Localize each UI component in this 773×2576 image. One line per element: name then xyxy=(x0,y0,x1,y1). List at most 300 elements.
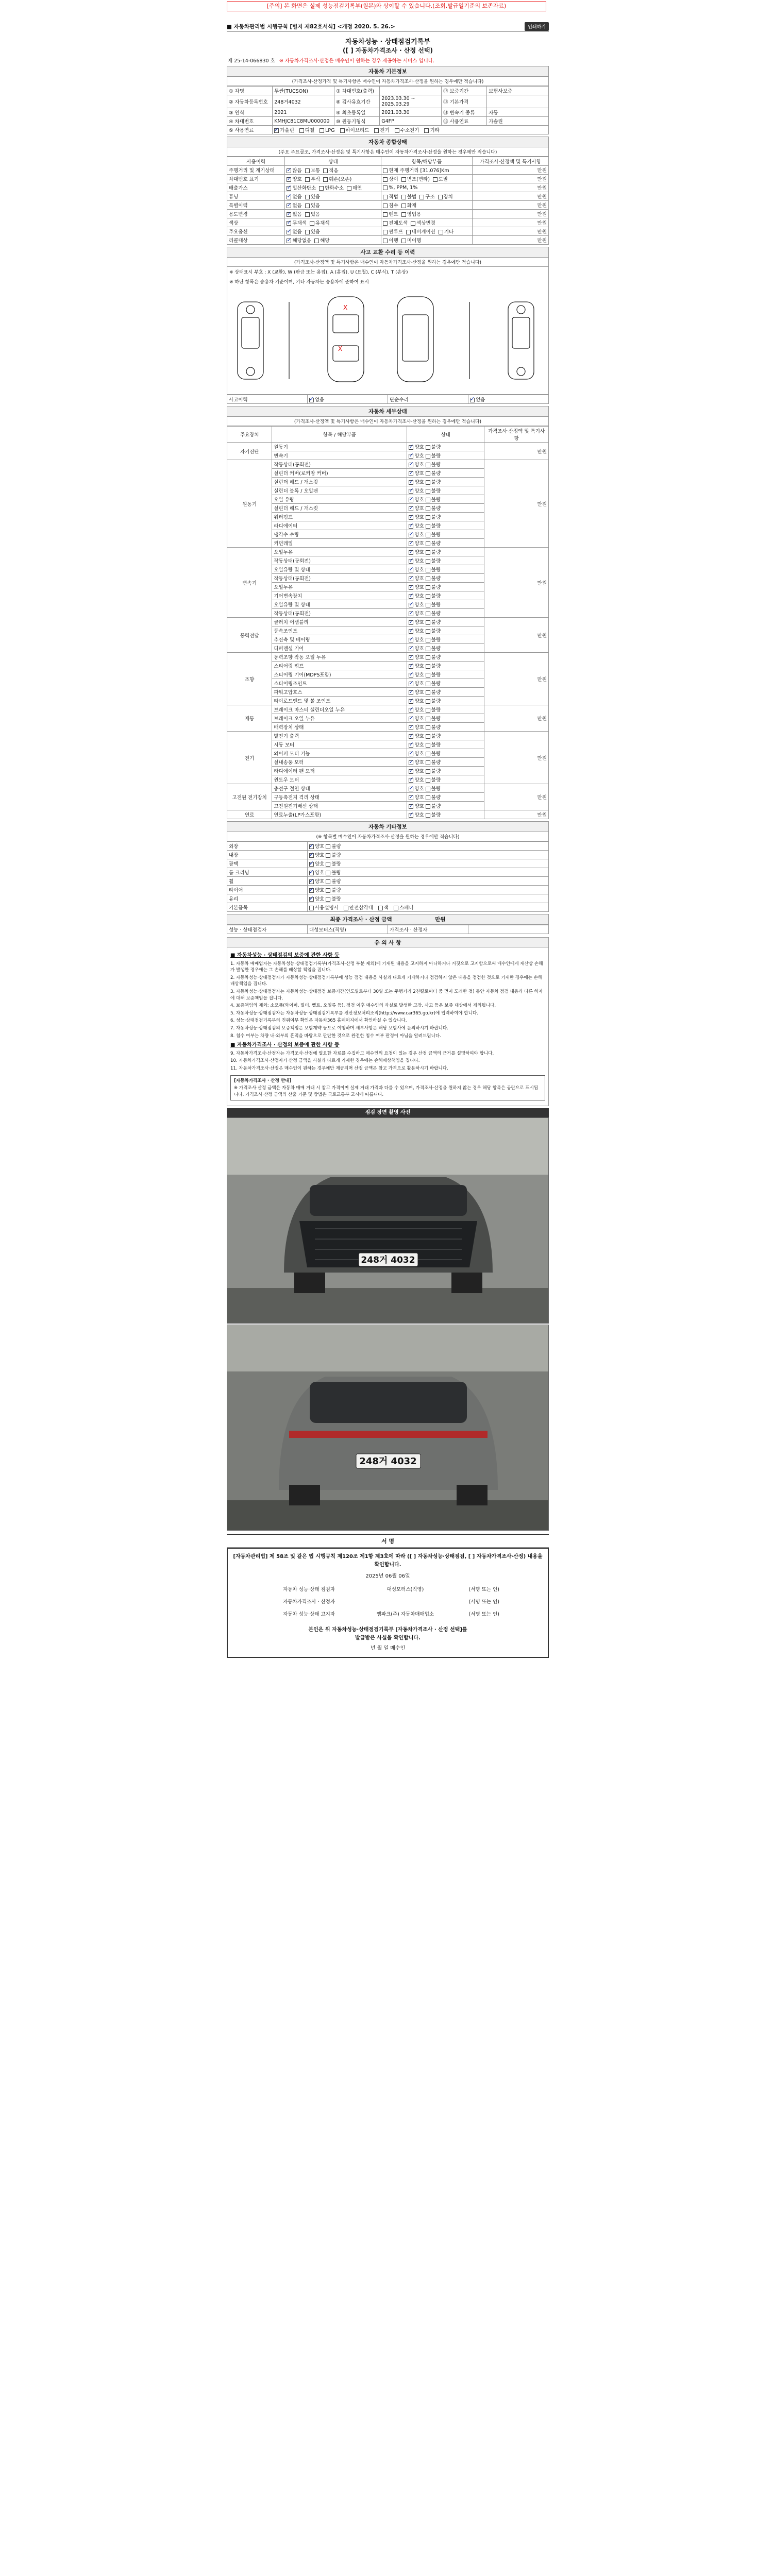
details-state xyxy=(407,574,484,583)
state-good: 양호 xyxy=(315,870,326,876)
state-good: 양호 xyxy=(414,558,426,564)
option-label: 있음 xyxy=(310,229,321,235)
checkbox[interactable] xyxy=(383,239,388,243)
accident-note: ※ 하단 항목은 승용차 기준이며, 기타 자동차는 승용차에 준하여 표시 xyxy=(227,277,549,286)
details-item: 충전구 절연 상태 xyxy=(272,784,407,793)
checkbox[interactable] xyxy=(409,664,413,669)
checkbox[interactable] xyxy=(426,664,430,669)
state-bad: 불량 xyxy=(331,853,341,858)
details-item: 고전원전기배선 상태 xyxy=(272,802,407,810)
option-label: 썬루프 xyxy=(389,229,403,235)
notes-paragraph: 7. 자동차성능·상태점검의 보증책임은 보험계약 등으로 이행하며 세부사항은 해당 보험사에 문의하시기 바랍니다. xyxy=(230,1025,448,1031)
state-good: 양호 xyxy=(414,497,426,503)
checkbox[interactable] xyxy=(409,577,413,581)
state-bad: 불량 xyxy=(431,716,441,722)
general-status-cell: 튜닝 xyxy=(227,192,285,201)
standard-items xyxy=(308,903,549,912)
general-status-cell xyxy=(285,236,381,245)
appearance-row xyxy=(227,868,549,877)
checkbox[interactable] xyxy=(299,128,304,133)
checkbox[interactable] xyxy=(426,480,430,485)
signature-row xyxy=(263,1596,513,1608)
option-label: 유채색 xyxy=(315,221,330,226)
checkbox[interactable] xyxy=(326,897,330,902)
checkbox[interactable] xyxy=(409,620,413,625)
basic-info-row xyxy=(227,108,549,117)
details-state xyxy=(407,609,484,618)
checkbox[interactable] xyxy=(309,853,314,858)
checkbox[interactable] xyxy=(320,128,324,133)
checkbox[interactable] xyxy=(287,195,291,199)
general-status-cell: 만원 xyxy=(472,192,548,201)
checkbox[interactable] xyxy=(426,778,430,783)
checkbox[interactable] xyxy=(305,168,310,173)
state-good: 양호 xyxy=(414,462,426,468)
column-header: 항목/해당부품 xyxy=(381,157,472,166)
fuel-option: 가솔린 xyxy=(280,128,294,133)
details-state xyxy=(407,548,484,556)
details-item: 발전기 출력 xyxy=(272,732,407,740)
appearance-item: 룸 크리닝 xyxy=(227,868,308,877)
checkbox[interactable] xyxy=(426,804,430,809)
checkbox[interactable] xyxy=(401,239,406,243)
checkbox[interactable] xyxy=(383,168,388,173)
checkbox[interactable] xyxy=(426,769,430,774)
checkbox[interactable] xyxy=(426,463,430,467)
details-item: 원동기 xyxy=(272,443,407,451)
checkbox[interactable] xyxy=(433,177,438,182)
general-status-sub: (주요 주요골조, 가격조사·산정은 및 특기사항은 매수인이 자동차가격조사·산정을 원하는 경우에만 적습니다) xyxy=(227,147,549,157)
checkbox[interactable] xyxy=(287,221,291,226)
checkbox[interactable] xyxy=(326,879,330,884)
checkbox[interactable] xyxy=(426,620,430,625)
basic-info-value: 보험사보증 xyxy=(487,87,549,95)
checkbox[interactable] xyxy=(394,906,398,910)
checkbox[interactable] xyxy=(326,888,330,893)
general-status-row xyxy=(227,175,549,183)
state-good: 양호 xyxy=(414,707,426,713)
checkbox[interactable] xyxy=(409,585,413,590)
checkbox[interactable] xyxy=(426,682,430,686)
signature-header: 서 명 xyxy=(227,1534,549,1548)
checkbox[interactable] xyxy=(409,559,413,564)
notes-paragraph: 5. 자동차성능·상태점검자는 자동차성능·상태점검기록부를 전산정보처리조직(http://www.car365.go.kr)에 입력하여야 합니다. xyxy=(230,1010,478,1016)
checkbox[interactable] xyxy=(383,177,388,182)
state-bad: 불량 xyxy=(431,611,441,617)
checkbox[interactable] xyxy=(426,743,430,748)
general-status-cell xyxy=(285,201,381,210)
inspector-label: 성능 · 상태점검자 xyxy=(227,925,308,934)
state-good: 양호 xyxy=(414,629,426,634)
state-good: 양호 xyxy=(414,664,426,669)
basic-info-label: ① 차명 xyxy=(227,87,273,95)
general-status-cell xyxy=(381,236,472,245)
checkbox[interactable] xyxy=(426,568,430,572)
appraiser-value xyxy=(468,925,549,934)
checkbox[interactable] xyxy=(409,612,413,616)
checkbox[interactable] xyxy=(426,603,430,607)
checkbox[interactable] xyxy=(409,804,413,809)
state-bad: 불량 xyxy=(431,515,441,520)
checkbox[interactable] xyxy=(409,778,413,783)
checkbox[interactable] xyxy=(409,655,413,660)
state-good: 양호 xyxy=(414,506,426,512)
license-plate-front: 248거 4032 xyxy=(361,1255,415,1266)
state-bad: 불량 xyxy=(431,471,441,477)
appearance-row xyxy=(227,842,549,851)
checkbox[interactable] xyxy=(426,524,430,529)
checkbox[interactable] xyxy=(426,752,430,756)
checkbox[interactable] xyxy=(409,550,413,555)
checkbox[interactable] xyxy=(426,541,430,546)
checkbox[interactable] xyxy=(409,647,413,651)
checkbox[interactable] xyxy=(409,515,413,520)
general-status-cell xyxy=(285,192,381,201)
details-row xyxy=(227,443,549,451)
checkbox[interactable] xyxy=(426,795,430,800)
state-good: 양호 xyxy=(414,471,426,477)
signature-row xyxy=(263,1584,513,1596)
checkbox[interactable] xyxy=(409,743,413,748)
details-state xyxy=(407,644,484,653)
state-bad: 불량 xyxy=(431,812,441,818)
state-bad: 불량 xyxy=(331,896,341,902)
checkbox[interactable] xyxy=(426,471,430,476)
general-status-cell: 만원 xyxy=(472,166,548,175)
checkbox[interactable] xyxy=(383,230,388,234)
state-good: 양호 xyxy=(414,812,426,818)
checkbox[interactable] xyxy=(426,515,430,520)
appearance-state xyxy=(308,851,549,859)
checkbox[interactable] xyxy=(426,489,430,494)
checkbox[interactable] xyxy=(409,498,413,502)
checkbox[interactable] xyxy=(411,221,415,226)
state-good: 양호 xyxy=(414,690,426,696)
checkbox[interactable] xyxy=(287,204,291,208)
checkbox[interactable] xyxy=(323,168,328,173)
signature-mark: (서명 또는 인) xyxy=(468,1612,500,1618)
state-bad: 불량 xyxy=(331,861,341,867)
checkbox[interactable] xyxy=(409,787,413,791)
checkbox[interactable] xyxy=(426,550,430,555)
checkbox[interactable] xyxy=(409,471,413,476)
checkbox[interactable] xyxy=(409,725,413,730)
appearance-row xyxy=(227,877,549,886)
checkbox[interactable] xyxy=(287,230,291,234)
checkbox[interactable] xyxy=(309,888,314,893)
checkbox[interactable] xyxy=(409,489,413,494)
accident-result-table xyxy=(227,395,549,404)
general-status-cell xyxy=(285,210,381,218)
details-state xyxy=(407,600,484,609)
checkbox[interactable] xyxy=(326,871,330,875)
checkbox[interactable] xyxy=(287,239,291,243)
state-bad: 불량 xyxy=(431,751,441,757)
notes-sub-1: ■ 자동차성능 · 상태점검의 보증에 관한 사항 등 xyxy=(230,953,340,958)
checkbox[interactable] xyxy=(409,813,413,818)
checkbox[interactable] xyxy=(439,230,443,234)
checkbox[interactable] xyxy=(409,480,413,485)
general-status-cell: 만원 xyxy=(472,236,548,245)
checkbox[interactable] xyxy=(426,787,430,791)
checkbox[interactable] xyxy=(426,629,430,634)
checkbox[interactable] xyxy=(319,186,324,191)
checkbox[interactable] xyxy=(426,699,430,704)
checkbox[interactable] xyxy=(426,454,430,459)
checkbox[interactable] xyxy=(309,906,314,910)
checkbox[interactable] xyxy=(426,708,430,713)
details-state xyxy=(407,460,484,469)
details-row xyxy=(227,460,549,469)
checkbox[interactable] xyxy=(426,725,430,730)
checkbox[interactable] xyxy=(419,195,424,199)
details-state xyxy=(407,451,484,460)
details-state xyxy=(407,521,484,530)
inspection-photo-rear xyxy=(227,1325,549,1531)
details-item: 디퍼렌셜 기어 xyxy=(272,644,407,653)
checkbox[interactable] xyxy=(426,498,430,502)
checkbox[interactable] xyxy=(426,734,430,739)
appearance-state xyxy=(308,877,549,886)
fuel-option: 전기 xyxy=(380,128,390,133)
basic-info-label: ③ 연식 xyxy=(227,108,273,117)
checkbox[interactable] xyxy=(409,699,413,704)
basic-info-label: ⑭ 변속기 종류 xyxy=(441,108,486,117)
checkbox[interactable] xyxy=(426,585,430,590)
general-status-cell: 특별이력 xyxy=(227,201,285,210)
checkbox[interactable] xyxy=(426,533,430,537)
general-status-cell: 만원 xyxy=(472,201,548,210)
state-good: 양호 xyxy=(414,541,426,547)
checkbox[interactable] xyxy=(274,128,279,133)
checkbox[interactable] xyxy=(383,185,388,190)
checkbox[interactable] xyxy=(383,195,388,199)
checkbox[interactable] xyxy=(305,177,310,182)
details-item: 작동상태(공회전) xyxy=(272,574,407,583)
checkbox[interactable] xyxy=(401,212,406,217)
checkbox[interactable] xyxy=(426,717,430,721)
basic-info-label: ⑦ 차대번호(출력) xyxy=(334,87,379,95)
details-state xyxy=(407,758,484,767)
basic-info-value: 투싼(TUCSON) xyxy=(273,87,334,95)
state-bad: 불량 xyxy=(431,672,441,678)
checkbox[interactable] xyxy=(309,897,314,902)
basic-info-label: ⑬ 기본가격 xyxy=(441,95,486,108)
notes-list-1 xyxy=(230,961,545,1040)
checkbox[interactable] xyxy=(426,655,430,660)
state-good: 양호 xyxy=(414,488,426,494)
checkbox[interactable] xyxy=(378,906,383,910)
checkbox[interactable] xyxy=(309,398,314,402)
checkbox[interactable] xyxy=(383,221,388,226)
checkbox[interactable] xyxy=(409,752,413,756)
checkbox[interactable] xyxy=(426,647,430,651)
general-status-row xyxy=(227,210,549,218)
option-label: 있음 xyxy=(310,203,321,209)
general-status-cell: 만원 xyxy=(472,175,548,183)
details-item: 실린더 블록 / 오일팬 xyxy=(272,486,407,495)
print-button[interactable]: 인쇄하기 xyxy=(525,22,549,31)
checkbox[interactable] xyxy=(409,708,413,713)
checkbox[interactable] xyxy=(426,813,430,818)
signature-row xyxy=(263,1608,513,1621)
checkbox[interactable] xyxy=(383,212,388,217)
details-row xyxy=(227,732,549,740)
notes-paragraph: 6. 성능·상태점검기록부의 진위여부 확인은 자동차365 홈페이지에서 확인하실 수 있습니다. xyxy=(230,1018,407,1024)
details-item: 오일유량 및 상태 xyxy=(272,565,407,574)
checkbox[interactable] xyxy=(426,638,430,642)
general-status-head xyxy=(227,157,549,166)
state-bad: 불량 xyxy=(431,541,441,547)
checkbox[interactable] xyxy=(409,524,413,529)
checkbox[interactable] xyxy=(374,128,379,133)
checkbox[interactable] xyxy=(287,177,291,182)
checkbox[interactable] xyxy=(309,871,314,875)
state-bad: 불량 xyxy=(431,585,441,590)
column-header: 가격조사·산정액 및 특기사항 xyxy=(472,157,548,166)
checkbox[interactable] xyxy=(401,177,406,182)
checkbox[interactable] xyxy=(314,239,319,243)
general-status-cell xyxy=(285,166,381,175)
checkbox[interactable] xyxy=(409,795,413,800)
checkbox[interactable] xyxy=(340,128,345,133)
state-good: 양호 xyxy=(414,646,426,652)
details-state xyxy=(407,810,484,819)
details-item: 라디에이터 팬 모터 xyxy=(272,767,407,775)
checkbox[interactable] xyxy=(310,221,314,226)
checkbox[interactable] xyxy=(309,844,314,849)
checkbox[interactable] xyxy=(409,717,413,721)
state-good: 양호 xyxy=(414,620,426,625)
state-good: 양호 xyxy=(414,523,426,529)
state-good: 양호 xyxy=(414,655,426,660)
checkbox[interactable] xyxy=(395,128,399,133)
state-bad: 불량 xyxy=(431,462,441,468)
general-status-row xyxy=(227,192,549,201)
checkbox[interactable] xyxy=(409,682,413,686)
option-label: 침수 xyxy=(389,203,398,209)
checkbox[interactable] xyxy=(426,673,430,677)
checkbox[interactable] xyxy=(409,454,413,459)
checkbox[interactable] xyxy=(426,612,430,616)
checkbox[interactable] xyxy=(287,186,291,191)
checkbox[interactable] xyxy=(305,195,310,199)
details-state xyxy=(407,513,484,521)
checkbox[interactable] xyxy=(383,204,388,208)
checkbox[interactable] xyxy=(470,398,475,402)
details-amount: 만원 xyxy=(484,732,549,784)
option-label: 전체도색 xyxy=(389,221,408,226)
checkbox[interactable] xyxy=(409,594,413,599)
checkbox[interactable] xyxy=(401,204,406,208)
checkbox[interactable] xyxy=(438,195,443,199)
checkbox[interactable] xyxy=(305,230,310,234)
state-bad: 불량 xyxy=(431,488,441,494)
option-label: 영업용 xyxy=(407,212,422,217)
checkbox[interactable] xyxy=(409,603,413,607)
checkbox[interactable] xyxy=(347,186,351,191)
state-bad: 불량 xyxy=(431,742,441,748)
checkbox[interactable] xyxy=(409,734,413,739)
appearance-row xyxy=(227,894,549,903)
accident-result-label: 사고이력 xyxy=(227,395,308,404)
checkbox[interactable] xyxy=(409,506,413,511)
checkbox[interactable] xyxy=(344,906,348,910)
checkbox[interactable] xyxy=(409,541,413,546)
checkbox[interactable] xyxy=(409,463,413,467)
state-bad: 불량 xyxy=(431,523,441,529)
state-bad: 불량 xyxy=(431,576,441,582)
checkbox[interactable] xyxy=(409,638,413,642)
checkbox[interactable] xyxy=(323,177,328,182)
option-label: 탄화수소 xyxy=(325,185,344,191)
checkbox[interactable] xyxy=(287,212,291,217)
state-good: 양호 xyxy=(414,602,426,608)
checkbox[interactable] xyxy=(409,568,413,572)
checkbox[interactable] xyxy=(326,844,330,849)
checkbox[interactable] xyxy=(401,195,406,199)
car-outline-svg xyxy=(227,286,548,394)
details-state xyxy=(407,565,484,574)
checkbox[interactable] xyxy=(409,533,413,537)
details-amount: 만원 xyxy=(484,810,549,819)
details-state xyxy=(407,714,484,723)
checkbox[interactable] xyxy=(426,760,430,765)
checkbox[interactable] xyxy=(409,769,413,774)
details-state xyxy=(407,697,484,705)
basic-info-label: ⑮ 사용연료 xyxy=(441,117,486,126)
details-state xyxy=(407,802,484,810)
notes-paragraph: 2. 자동차성능·상태점검자가 자동차성능·상태점검기록부에 성능 점검 내용을 사실과 다르게 기재하거나 점검하지 않은 내용을 점검한 것으로 기재한 경우에는 손해배상책임을 집니다. xyxy=(230,975,543,987)
checkbox[interactable] xyxy=(309,862,314,867)
notes-paragraph: 9. 자동차가격조사·산정자는 가격조사·산정에 필요한 자료를 수집하고 매수인의 요청이 있는 경우 산정 금액의 근거를 설명하여야 합니다. xyxy=(230,1050,494,1056)
checkbox[interactable] xyxy=(409,690,413,695)
option-label: 도말 xyxy=(438,177,448,182)
checkbox[interactable] xyxy=(426,594,430,599)
checkbox[interactable] xyxy=(326,862,330,867)
checkbox[interactable] xyxy=(305,204,310,208)
checkbox[interactable] xyxy=(409,445,413,450)
checkbox[interactable] xyxy=(426,506,430,511)
state-good: 양호 xyxy=(414,611,426,617)
general-status-cell: 리콜대상 xyxy=(227,236,285,245)
general-status-cell xyxy=(285,227,381,236)
checkbox[interactable] xyxy=(426,445,430,450)
checkbox[interactable] xyxy=(309,879,314,884)
state-good: 양호 xyxy=(315,853,326,858)
checkbox[interactable] xyxy=(426,690,430,695)
form-reference: ■ 자동차관리법 시행규칙 [별지 제82호서식] <개정 2020. 5. 26.> xyxy=(227,24,395,30)
checkbox[interactable] xyxy=(326,853,330,858)
checkbox[interactable] xyxy=(426,559,430,564)
checkbox[interactable] xyxy=(409,673,413,677)
option-label: 이행 xyxy=(389,238,398,244)
notes-list-2 xyxy=(230,1050,545,1072)
signature-value: 대성모터스(직영) xyxy=(386,1587,424,1593)
general-status-cell: 배출가스 xyxy=(227,183,285,192)
checkbox[interactable] xyxy=(409,760,413,765)
general-status-row xyxy=(227,236,549,245)
checkbox[interactable] xyxy=(409,629,413,634)
checkbox[interactable] xyxy=(406,230,411,234)
checkbox[interactable] xyxy=(426,577,430,581)
checkbox[interactable] xyxy=(305,212,310,217)
checkbox[interactable] xyxy=(287,168,291,173)
checkbox[interactable] xyxy=(424,128,429,133)
details-item: 작동상태(공회전) xyxy=(272,609,407,618)
state-bad: 불량 xyxy=(431,646,441,652)
standard-item: 스패너 xyxy=(399,905,414,911)
